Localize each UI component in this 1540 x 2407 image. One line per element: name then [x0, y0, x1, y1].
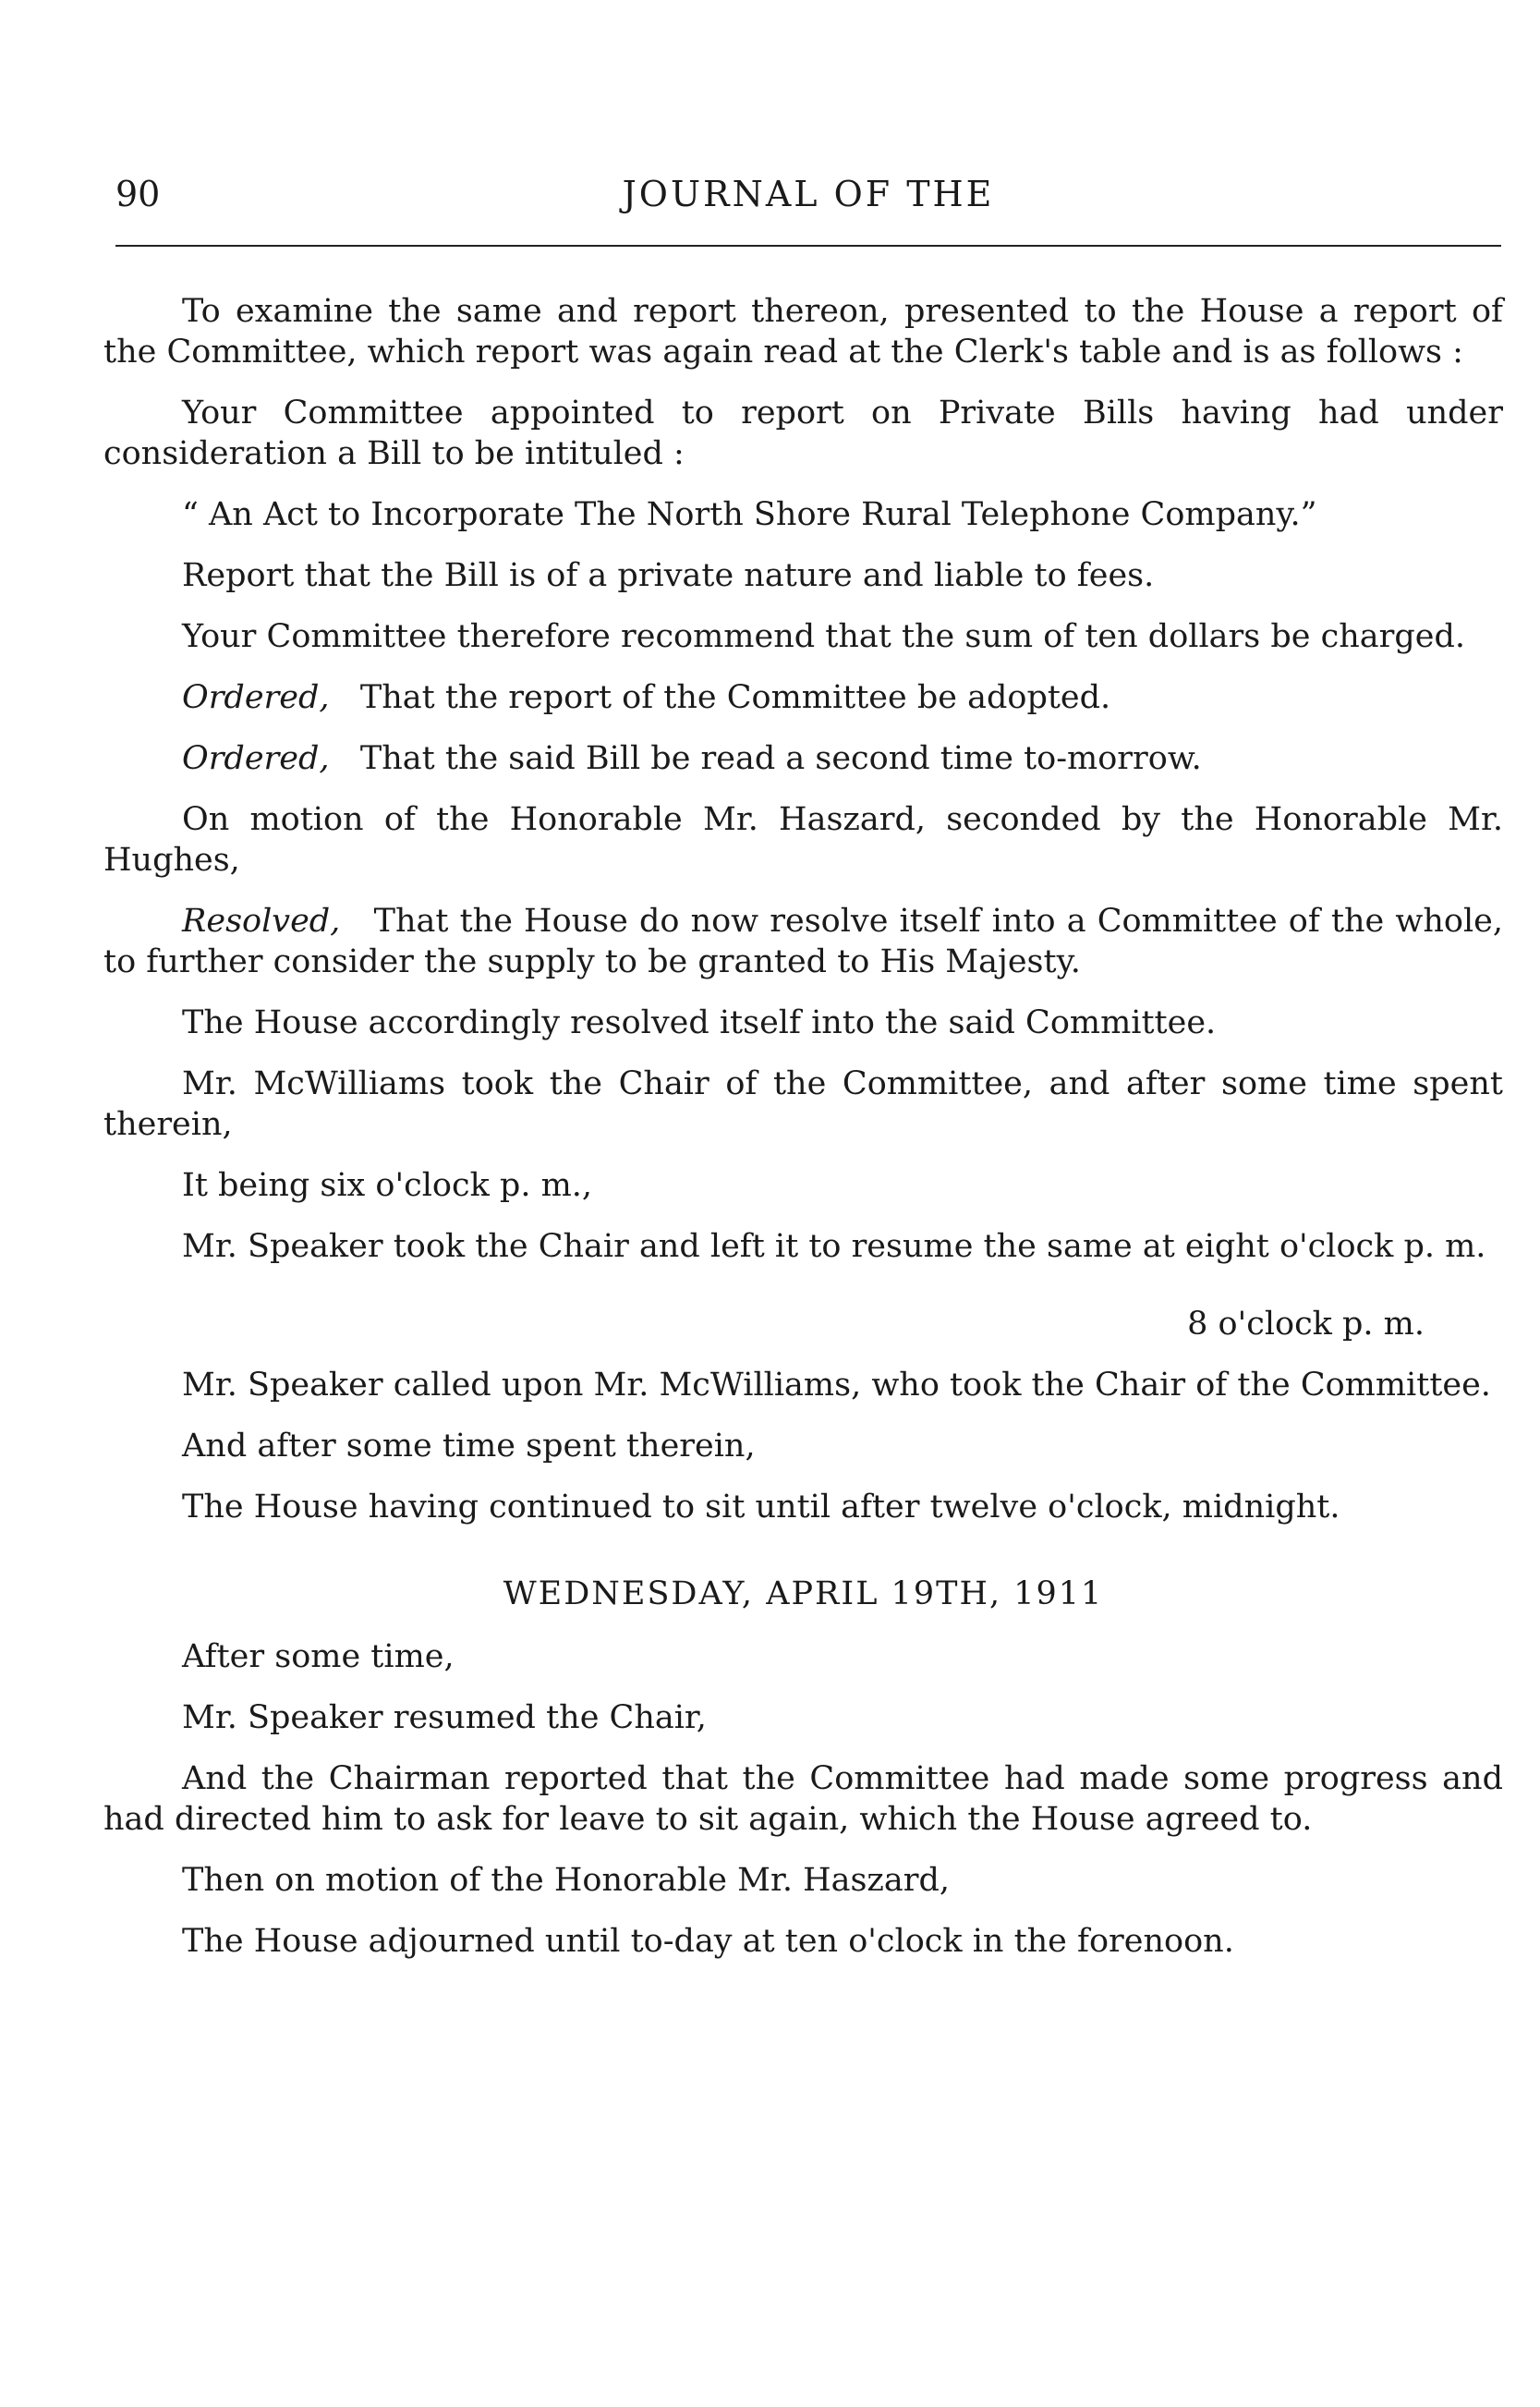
paragraph-time-spent: And after some time spent therein,: [182, 1428, 756, 1465]
paragraph-fees-recommendation: Your Committee therefore recommend that the sum of ten dollars be charged.: [182, 618, 1465, 655]
paragraph-ordered-second-reading: [103, 738, 1503, 779]
ordered-text: That the said Bill be read a second time to-morrow.: [359, 740, 1202, 777]
resolved-text: That the House do now resolve itself into a Committee of the whole, to further consider the supply to be granted to His Majesty.: [103, 903, 1503, 980]
ordered-label: Ordered,: [182, 740, 330, 777]
paragraph-report-presented: To examine the same and report thereon, presented to the House a report of the Committee, which report was again read at the Clerk's table and is as follows :: [103, 293, 1503, 371]
day-heading: WEDNESDAY, APRIL 19TH, 1911: [503, 1575, 1104, 1612]
paragraph-adjourned: The House adjourned until to-day at ten o'clock in the forenoon.: [182, 1923, 1234, 1960]
paragraph-chairman-reported: And the Chairman reported that the Committee had made some progress and had directed him to ask for leave to sit again, which the House agreed to.: [103, 1760, 1503, 1838]
resolved-label: Resolved,: [182, 903, 341, 940]
paragraph-committee-consideration: Your Committee appointed to report on Private Bills having had under consideration a Bill to be intituled :: [103, 395, 1503, 472]
page-number: 90: [115, 174, 161, 214]
paragraph-six-oclock: It being six o'clock p. m.,: [182, 1167, 593, 1204]
journal-body: [103, 291, 1503, 1982]
paragraph-speaker-called: Mr. Speaker called upon Mr. McWilliams, who took the Chair of the Committee.: [182, 1367, 1491, 1404]
paragraph-private-nature: Report that the Bill is of a private nature and liable to fees.: [182, 557, 1155, 594]
paragraph-speaker-left-chair: Mr. Speaker took the Chair and left it to resume the same at eight o'clock p. m.: [182, 1228, 1486, 1265]
paragraph-motion-adjourn: Then on motion of the Honorable Mr. Haszard,: [182, 1862, 950, 1899]
paragraph-midnight: The House having continued to sit until after twelve o'clock, midnight.: [182, 1489, 1340, 1526]
header-rule: [115, 245, 1501, 247]
ordered-label: Ordered,: [182, 679, 330, 716]
paragraph-after-some-time: After some time,: [182, 1638, 455, 1675]
paragraph-bill-title: “ An Act to Incorporate The North Shore Rural Telephone Company.”: [182, 496, 1317, 533]
paragraph-motion-haszard: On motion of the Honorable Mr. Haszard, seconded by the Honorable Mr. Hughes,: [103, 801, 1503, 879]
page-header: [115, 166, 1501, 222]
paragraph-mcwilliams-chair: Mr. McWilliams took the Chair of the Committee, and after some time spent therein,: [103, 1065, 1503, 1143]
running-head: JOURNAL OF THE: [622, 174, 995, 214]
ordered-text: That the report of the Committee be adopted.: [359, 679, 1111, 716]
paragraph-house-resolved: The House accordingly resolved itself into the said Committee.: [182, 1004, 1217, 1041]
paragraph-resolved-committee: [103, 901, 1503, 982]
paragraph-ordered-adopted: [103, 677, 1503, 718]
paragraph-speaker-resumed: Mr. Speaker resumed the Chair,: [182, 1699, 707, 1736]
time-note: 8 o'clock p. m.: [1187, 1306, 1425, 1343]
